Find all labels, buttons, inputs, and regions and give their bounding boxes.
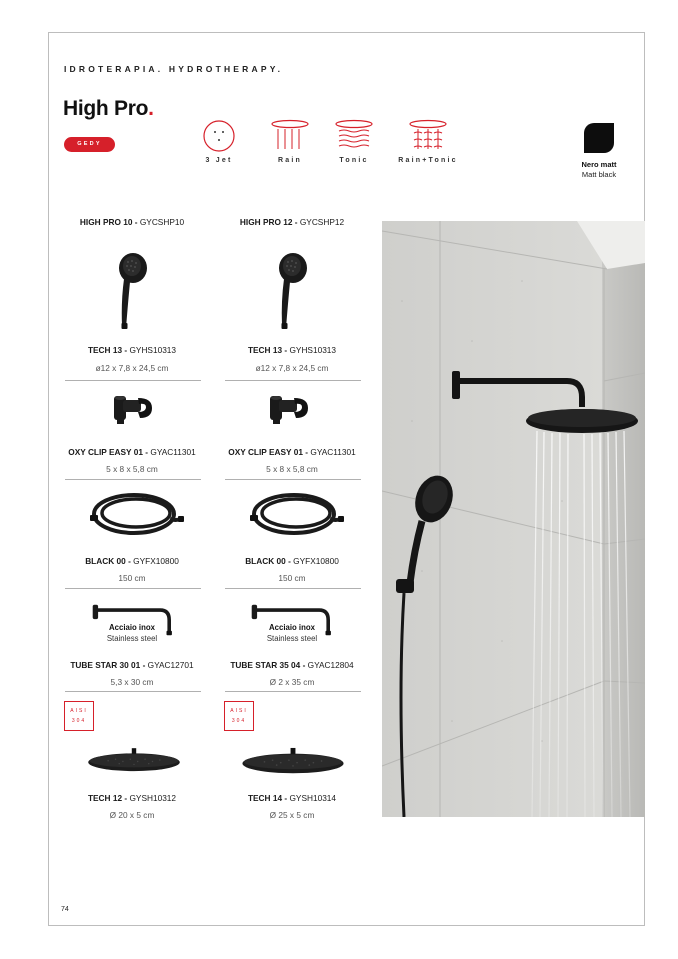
finish-name-en: Matt black — [581, 170, 617, 179]
product-title: High Pro. — [63, 97, 154, 120]
divider — [65, 479, 201, 480]
divider — [225, 479, 361, 480]
material-label: Acciaio inox Stainless steel — [106, 623, 158, 643]
product-name: BLACK 00 - GYFX10800 — [245, 556, 339, 566]
set-title: HIGH PRO 12 - GYCSHP12 — [239, 217, 345, 227]
product-name: TUBE STAR 35 04 - GYAC12804 — [230, 660, 354, 670]
product-dimensions: 5 x 8 x 5,8 cm — [266, 464, 318, 474]
product-dimensions: Ø 20 x 5 cm — [109, 810, 155, 820]
product-dimensions: 150 cm — [278, 573, 306, 583]
shower-hose-icon — [86, 489, 186, 539]
set-title: HIGH PRO 10 - GYCSHP10 — [79, 217, 185, 227]
divider — [65, 380, 201, 381]
product-dimensions: 5,3 x 30 cm — [110, 677, 154, 687]
hand-shower-icon — [271, 251, 311, 331]
jet-type-rain-tonic — [393, 119, 463, 164]
wall-bracket-icon — [108, 390, 158, 426]
aisi-304-badge: AISI 304 — [64, 701, 94, 731]
divider — [225, 380, 361, 381]
tonic-jet-icon — [334, 119, 374, 153]
product-name: TECH 14 - GYSH10314 — [247, 793, 337, 803]
product-name: BLACK 00 - GYFX10800 — [85, 556, 179, 566]
product-dimensions: Ø 2 x 35 cm — [269, 677, 315, 687]
finish-color-swatch — [584, 123, 614, 153]
finish-swatch-group — [565, 123, 633, 180]
divider — [225, 588, 361, 589]
rain-jet-icon — [270, 119, 310, 153]
wall-bracket-icon — [264, 390, 314, 426]
product-dimensions: ø12 x 7,8 x 24,5 cm — [95, 363, 169, 373]
product-dimensions: 5 x 8 x 5,8 cm — [106, 464, 158, 474]
shower-lifestyle-photo — [382, 221, 645, 817]
divider — [225, 691, 361, 692]
material-label: Acciaio inox Stainless steel — [266, 623, 318, 643]
product-dimensions: Ø 25 x 5 cm — [269, 810, 315, 820]
divider — [65, 691, 201, 692]
product-dimensions: 150 cm — [118, 573, 146, 583]
three-jet-icon — [202, 119, 236, 153]
product-name: OXY CLIP EASY 01 - GYAC11301 — [68, 447, 196, 457]
jet-type-tonic — [324, 119, 384, 164]
hand-shower-icon — [111, 251, 151, 331]
page-number: 74 — [61, 906, 69, 913]
catalog-page — [48, 32, 645, 926]
jet-type-3-jet — [189, 119, 249, 164]
shower-scene-image — [382, 221, 645, 817]
jet-label: Tonic — [339, 157, 369, 164]
product-name: TECH 13 - GYHS10313 — [87, 345, 177, 355]
divider — [65, 588, 201, 589]
product-name: OXY CLIP EASY 01 - GYAC11301 — [228, 447, 356, 457]
rain-tonic-jet-icon — [408, 119, 448, 153]
finish-name: Nero matt — [581, 160, 617, 169]
jet-label: Rain+Tonic — [398, 157, 458, 164]
product-name: TUBE STAR 30 01 - GYAC12701 — [70, 660, 194, 670]
section-label: IDROTERAPIA. HYDROTHERAPY. — [64, 64, 284, 74]
brand-badge: GEDY — [64, 137, 115, 152]
product-dimensions: ø12 x 7,8 x 24,5 cm — [255, 363, 329, 373]
shower-hose-icon — [246, 489, 346, 539]
product-name: TECH 12 - GYSH10312 — [87, 793, 177, 803]
jet-label: Rain — [278, 157, 302, 164]
jet-type-rain — [260, 119, 320, 164]
aisi-304-badge: AISI 304 — [224, 701, 254, 731]
jet-label: 3 Jet — [205, 157, 233, 164]
product-name: TECH 13 - GYHS10313 — [247, 345, 337, 355]
shower-head-icon — [86, 745, 182, 775]
shower-head-icon — [240, 745, 346, 777]
